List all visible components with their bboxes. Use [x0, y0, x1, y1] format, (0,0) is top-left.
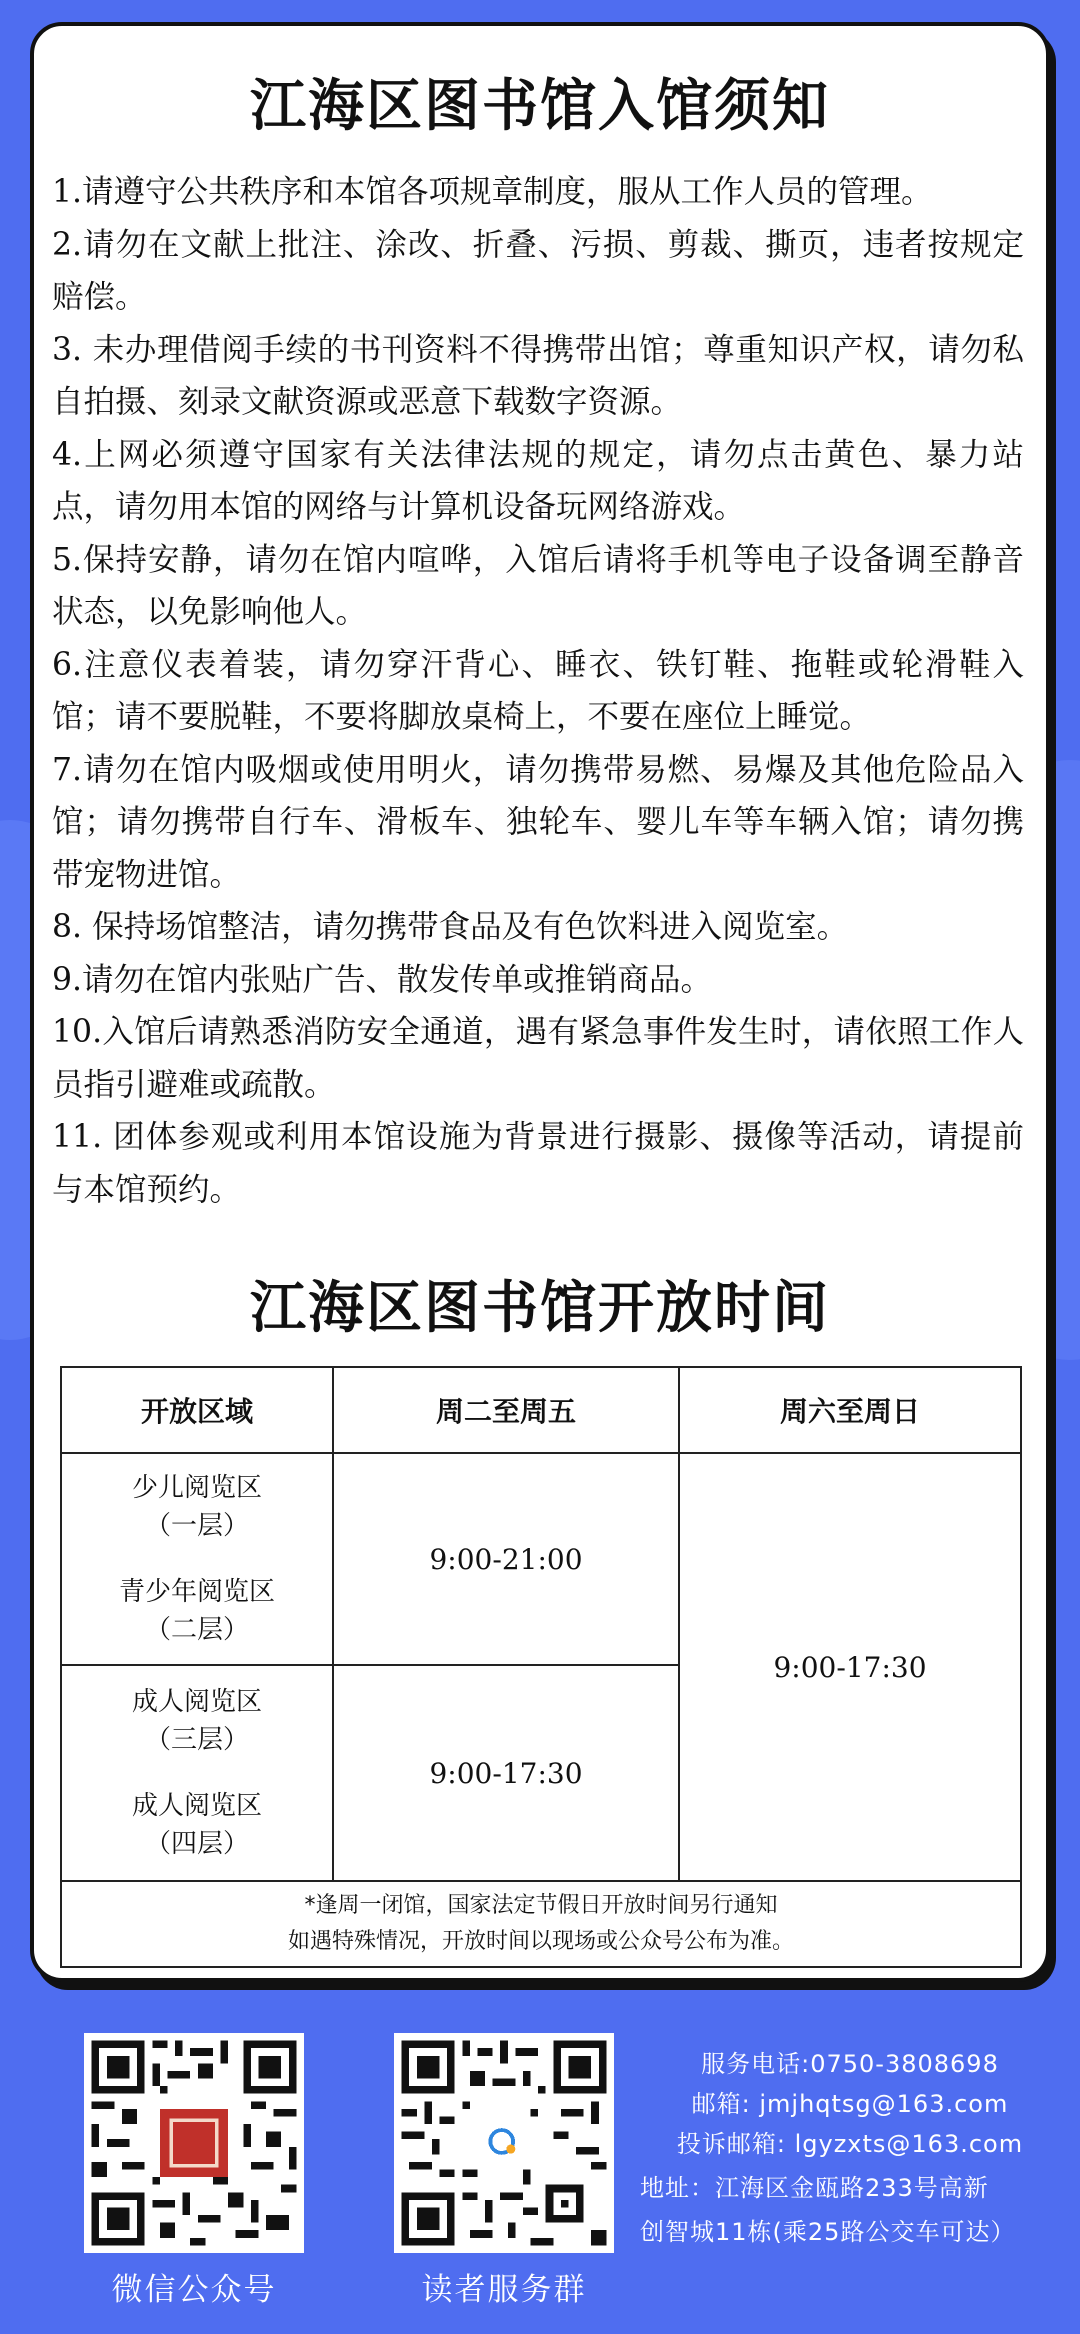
notice-title: 江海区图书馆入馆须知 [250, 73, 830, 139]
rule-item: 11. 团体参观或利用本馆设施为背景进行摄影、摄像等活动，请提前与本馆预约。 [52, 1119, 1024, 1208]
qr-code-icon [84, 2033, 304, 2253]
floor-4: （四层） [144, 1829, 249, 1859]
table-row [61, 1453, 1021, 1665]
rule-item: 4.上网必须遵守国家有关法律法规的规定，请勿点击黄色、暴力站点，请勿用本馆的网络与计算机设备玩网络游戏。 [52, 436, 1024, 525]
floor-3: （三层） [144, 1725, 249, 1755]
rule-item: 8. 保持场馆整洁，请勿携带食品及有色饮料进入阅览室。 [52, 909, 849, 945]
area-cell-upper [61, 1453, 333, 1665]
rule-item: 7.请勿在馆内吸烟或使用明火，请勿携带易燃、易爆及其他危险品入馆；请勿携带自行车、滑板车、独轮车、婴儿车等车辆入馆；请勿携带宠物进馆。 [52, 751, 1024, 893]
weekend-hours: 9:00-17:30 [679, 1453, 1021, 1881]
rule-item: 9.请勿在馆内张贴广告、散发传单或推销商品。 [52, 961, 713, 998]
notice-card [30, 22, 1050, 1982]
reader-group-qr-label: 读者服务群 [421, 2272, 587, 2308]
table-note [61, 1881, 1021, 1967]
opening-hours-table [60, 1366, 1022, 1968]
email[interactable]: 邮箱: jmjhqtsg@163.com [691, 2090, 1009, 2118]
rule-item: 2.请勿在文献上批注、涂改、折叠、污损、剪裁、撕页，违者按规定赔偿。 [52, 226, 1024, 315]
rule-item: 5.保持安静，请勿在馆内喧哗，入馆后请将手机等电子设备调至静音状态，以免影响他人。 [52, 541, 1024, 630]
area-adult-4: 成人阅览区 [131, 1791, 262, 1821]
area-adult-3: 成人阅览区 [131, 1687, 262, 1717]
floor-2: （二层） [144, 1615, 249, 1645]
rule-item: 6.注意仪表着装，请勿穿汗背心、睡衣、铁钉鞋、拖鞋或轮滑鞋入馆；请不要脱鞋，不要将脚放桌椅上，不要在座位上睡觉。 [52, 646, 1024, 735]
reader-group-qr-code[interactable] [394, 2033, 614, 2253]
service-phone[interactable]: 服务电话:0750-3808698 [701, 2050, 999, 2078]
note-line-2: 如遇特殊情况，开放时间以现场或公众号公布为准。 [287, 1929, 794, 1954]
wechat-qr-code[interactable] [84, 2033, 304, 2253]
rule-item: 10.入馆后请熟悉消防安全通道，遇有紧急事件发生时，请依照工作人员指引避难或疏散。 [52, 1014, 1024, 1103]
address-line-1: 地址：江海区金瓯路233号高新 [640, 2174, 989, 2202]
header-area: 开放区域 [61, 1367, 333, 1453]
weekday-hours-lower: 9:00-17:30 [333, 1665, 679, 1881]
complaint-email[interactable]: 投诉邮箱: lgyzxts@163.com [676, 2130, 1024, 2158]
rules-list [52, 166, 1024, 1216]
weekday-hours-upper: 9:00-21:00 [333, 1453, 679, 1665]
table-header-row [61, 1367, 1021, 1453]
address-line-2: 创智城11栋(乘25路公交车可达） [640, 2218, 1016, 2246]
header-weekday: 周二至周五 [333, 1367, 679, 1453]
area-kids: 少儿阅览区 [131, 1473, 262, 1503]
qr-code-icon [394, 2033, 614, 2253]
rule-item: 1.请遵守公共秩序和本馆各项规章制度，服从工作人员的管理。 [52, 174, 933, 210]
area-cell-lower [61, 1665, 333, 1881]
contact-info [640, 2044, 1060, 2252]
floor-1: （一层） [144, 1511, 249, 1541]
hours-title: 江海区图书馆开放时间 [250, 1275, 830, 1341]
note-line-1: *逢周一闭馆，国家法定节假日开放时间另行通知 [304, 1893, 778, 1918]
table-note-row [61, 1881, 1021, 1967]
area-teen: 青少年阅览区 [118, 1577, 275, 1607]
header-weekend: 周六至周日 [679, 1367, 1021, 1453]
wechat-qr-label: 微信公众号 [111, 2272, 277, 2308]
rule-item: 3. 未办理借阅手续的书刊资料不得携带出馆；尊重知识产权，请勿私自拍摄、刻录文献资源或恶意下载数字资源。 [52, 331, 1024, 420]
